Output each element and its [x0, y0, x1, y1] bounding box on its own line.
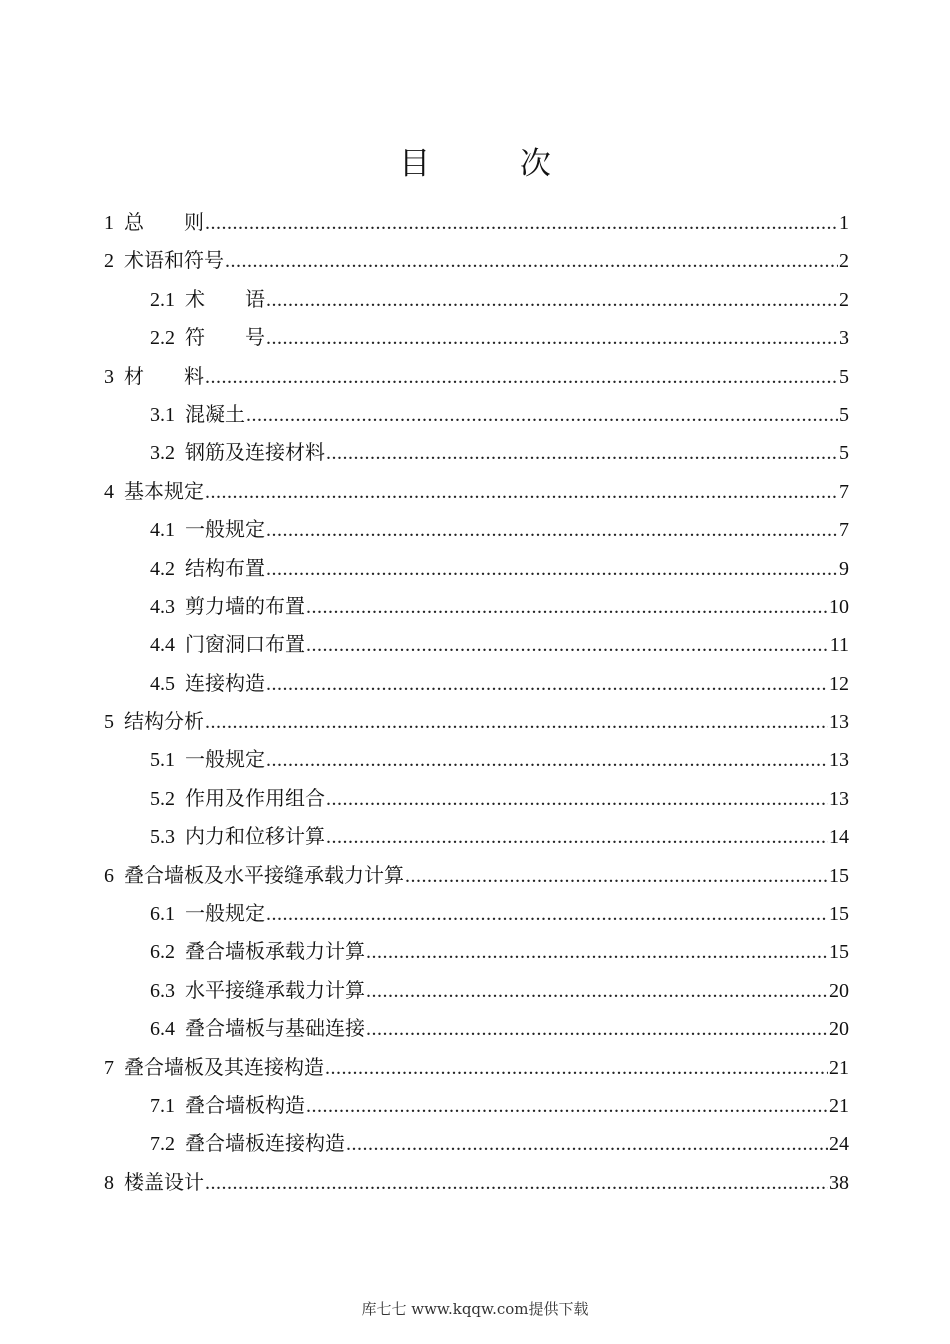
- toc-entry-label: 术 语: [185, 286, 265, 311]
- toc-entry[interactable]: [104, 779, 849, 817]
- toc-entry-number: 4.4: [150, 634, 175, 657]
- toc-entry-page-number: 2: [839, 250, 849, 273]
- toc-dot-leader: [366, 1010, 828, 1048]
- toc-dot-leader: [205, 703, 828, 741]
- toc-entry-label: 门窗洞口布置: [185, 632, 305, 657]
- toc-entry-label: 水平接缝承载力计算: [185, 977, 365, 1002]
- toc-entry-label: 连接构造: [185, 670, 265, 695]
- toc-entry-label: 楼盖设计: [124, 1169, 204, 1194]
- toc-entry-label: 叠合墙板及其连接构造: [124, 1054, 324, 1079]
- toc-entry[interactable]: [104, 1048, 849, 1086]
- toc-entry[interactable]: [104, 894, 849, 932]
- toc-entry[interactable]: [104, 702, 849, 740]
- toc-dot-leader: [366, 933, 828, 971]
- toc-entry[interactable]: [104, 1163, 849, 1201]
- toc-dot-leader: [266, 895, 828, 933]
- toc-dot-leader: [306, 626, 829, 664]
- toc-entry-page-number: 10: [829, 595, 849, 618]
- toc-entry-page-number: 15: [829, 864, 849, 887]
- toc-dot-leader: [266, 665, 828, 703]
- toc-entry-number: 2.2: [150, 327, 175, 350]
- toc-entry-label: 符 号: [185, 325, 265, 350]
- toc-entry[interactable]: [104, 625, 849, 663]
- toc-entry[interactable]: [104, 1009, 849, 1047]
- toc-entry[interactable]: [104, 932, 849, 970]
- toc-dot-leader: [306, 588, 828, 626]
- toc-entry-page-number: 13: [829, 711, 849, 734]
- toc-entry-page-number: 21: [829, 1094, 849, 1117]
- toc-entry-page-number: 14: [829, 826, 849, 849]
- toc-entry[interactable]: [104, 318, 849, 356]
- toc-entry-label: 内力和位移计算: [185, 824, 325, 849]
- toc-entry-label: 叠合墙板连接构造: [185, 1131, 345, 1156]
- toc-entry-page-number: 7: [839, 519, 849, 542]
- toc-entry-page-number: 20: [829, 1018, 849, 1041]
- toc-entry-page-number: 11: [829, 634, 849, 657]
- toc-entry[interactable]: [104, 1086, 849, 1124]
- toc-entry-number: 7.1: [150, 1094, 175, 1117]
- toc-dot-leader: [266, 319, 838, 357]
- toc-entry-number: 4: [104, 480, 114, 503]
- toc-entry-label: 材 料: [124, 363, 204, 388]
- toc-entry[interactable]: [104, 856, 849, 894]
- table-of-contents: [104, 203, 849, 1201]
- toc-entry-number: 3.2: [150, 442, 175, 465]
- toc-entry-number: 6.3: [150, 979, 175, 1002]
- toc-dot-leader: [266, 511, 838, 549]
- toc-entry-page-number: 15: [829, 941, 849, 964]
- toc-entry-label: 一般规定: [185, 747, 265, 772]
- toc-dot-leader: [266, 550, 838, 588]
- toc-dot-leader: [266, 281, 838, 319]
- toc-entry-label: 混凝土: [185, 401, 245, 426]
- toc-entry-number: 7: [104, 1056, 114, 1079]
- toc-entry-page-number: 3: [839, 327, 849, 350]
- toc-entry[interactable]: [104, 971, 849, 1009]
- toc-entry-page-number: 9: [839, 557, 849, 580]
- toc-entry-page-number: 13: [829, 787, 849, 810]
- toc-entry[interactable]: [104, 357, 849, 395]
- toc-entry-number: 3: [104, 365, 114, 388]
- toc-entry-page-number: 1: [839, 212, 849, 234]
- toc-entry-label: 叠合墙板构造: [185, 1092, 305, 1117]
- toc-entry[interactable]: [104, 280, 849, 318]
- toc-entry-page-number: 20: [829, 979, 849, 1002]
- toc-dot-leader: [205, 1164, 828, 1202]
- toc-entry-label: 术语和符号: [124, 248, 224, 273]
- toc-entry-number: 4.2: [150, 557, 175, 580]
- toc-dot-leader: [326, 780, 828, 818]
- toc-entry-number: 6: [104, 864, 114, 887]
- toc-dot-leader: [205, 473, 838, 511]
- toc-entry-number: 6.4: [150, 1018, 175, 1041]
- toc-entry[interactable]: [104, 549, 849, 587]
- toc-entry-number: 5.2: [150, 787, 175, 810]
- toc-entry-page-number: 15: [829, 903, 849, 926]
- toc-dot-leader: [205, 204, 838, 242]
- toc-entry-number: 5: [104, 711, 114, 734]
- toc-entry[interactable]: [104, 510, 849, 548]
- toc-entry[interactable]: [104, 817, 849, 855]
- toc-entry-number: 2: [104, 250, 114, 273]
- toc-entry-number: 6.1: [150, 903, 175, 926]
- toc-entry-number: 4.3: [150, 595, 175, 618]
- toc-entry-page-number: 5: [839, 403, 849, 426]
- toc-entry-number: 4.1: [150, 519, 175, 542]
- toc-entry-label: 一般规定: [185, 517, 265, 542]
- toc-entry-page-number: 21: [829, 1056, 849, 1079]
- toc-entry[interactable]: [104, 203, 849, 241]
- toc-entry[interactable]: [104, 1124, 849, 1162]
- toc-entry[interactable]: [104, 664, 849, 702]
- toc-entry-label: 作用及作用组合: [185, 785, 325, 810]
- toc-entry-number: 2.1: [150, 288, 175, 311]
- toc-entry-page-number: 2: [839, 288, 849, 311]
- toc-entry-number: 1: [104, 212, 114, 234]
- toc-entry-label: 基本规定: [124, 478, 204, 503]
- toc-entry-page-number: 38: [829, 1171, 849, 1194]
- page-title: 目 次: [399, 146, 591, 182]
- toc-entry-label: 叠合墙板与基础连接: [185, 1016, 365, 1041]
- toc-dot-leader: [266, 741, 828, 779]
- toc-entry-page-number: 24: [829, 1133, 849, 1156]
- toc-entry[interactable]: [104, 433, 849, 471]
- toc-entry[interactable]: [104, 241, 849, 279]
- toc-dot-leader: [326, 818, 828, 856]
- toc-entry-page-number: 12: [829, 672, 849, 695]
- footer-watermark: 库七七 www.kqqw.com提供下载: [361, 1300, 589, 1318]
- toc-entry-label: 结构分析: [124, 709, 204, 734]
- toc-entry-page-number: 13: [829, 749, 849, 772]
- toc-dot-leader: [346, 1125, 828, 1163]
- toc-entry-label: 一般规定: [185, 901, 265, 926]
- toc-entry[interactable]: [104, 395, 849, 433]
- toc-entry-number: 8: [104, 1171, 114, 1194]
- toc-entry-label: 总 则: [124, 210, 204, 234]
- toc-dot-leader: [225, 242, 838, 280]
- toc-entry-label: 剪力墙的布置: [185, 593, 305, 618]
- toc-entry-label: 叠合墙板及水平接缝承载力计算: [124, 862, 404, 887]
- toc-entry[interactable]: [104, 587, 849, 625]
- toc-dot-leader: [326, 434, 838, 472]
- toc-entry-number: 5.3: [150, 826, 175, 849]
- toc-dot-leader: [366, 972, 828, 1010]
- toc-entry-number: 4.5: [150, 672, 175, 695]
- toc-dot-leader: [246, 396, 838, 434]
- toc-entry-page-number: 5: [839, 365, 849, 388]
- toc-entry-page-number: 5: [839, 442, 849, 465]
- toc-entry-page-number: 7: [839, 480, 849, 503]
- toc-entry-number: 7.2: [150, 1133, 175, 1156]
- toc-entry[interactable]: [104, 740, 849, 778]
- toc-entry-label: 钢筋及连接材料: [185, 440, 325, 465]
- toc-entry-label: 结构布置: [185, 555, 265, 580]
- toc-entry-number: 5.1: [150, 749, 175, 772]
- toc-entry-label: 叠合墙板承载力计算: [185, 939, 365, 964]
- toc-dot-leader: [205, 358, 838, 396]
- toc-dot-leader: [405, 857, 828, 895]
- toc-dot-leader: [325, 1049, 828, 1087]
- toc-dot-leader: [306, 1087, 828, 1125]
- toc-entry-number: 3.1: [150, 403, 175, 426]
- toc-entry[interactable]: [104, 472, 849, 510]
- toc-entry-number: 6.2: [150, 941, 175, 964]
